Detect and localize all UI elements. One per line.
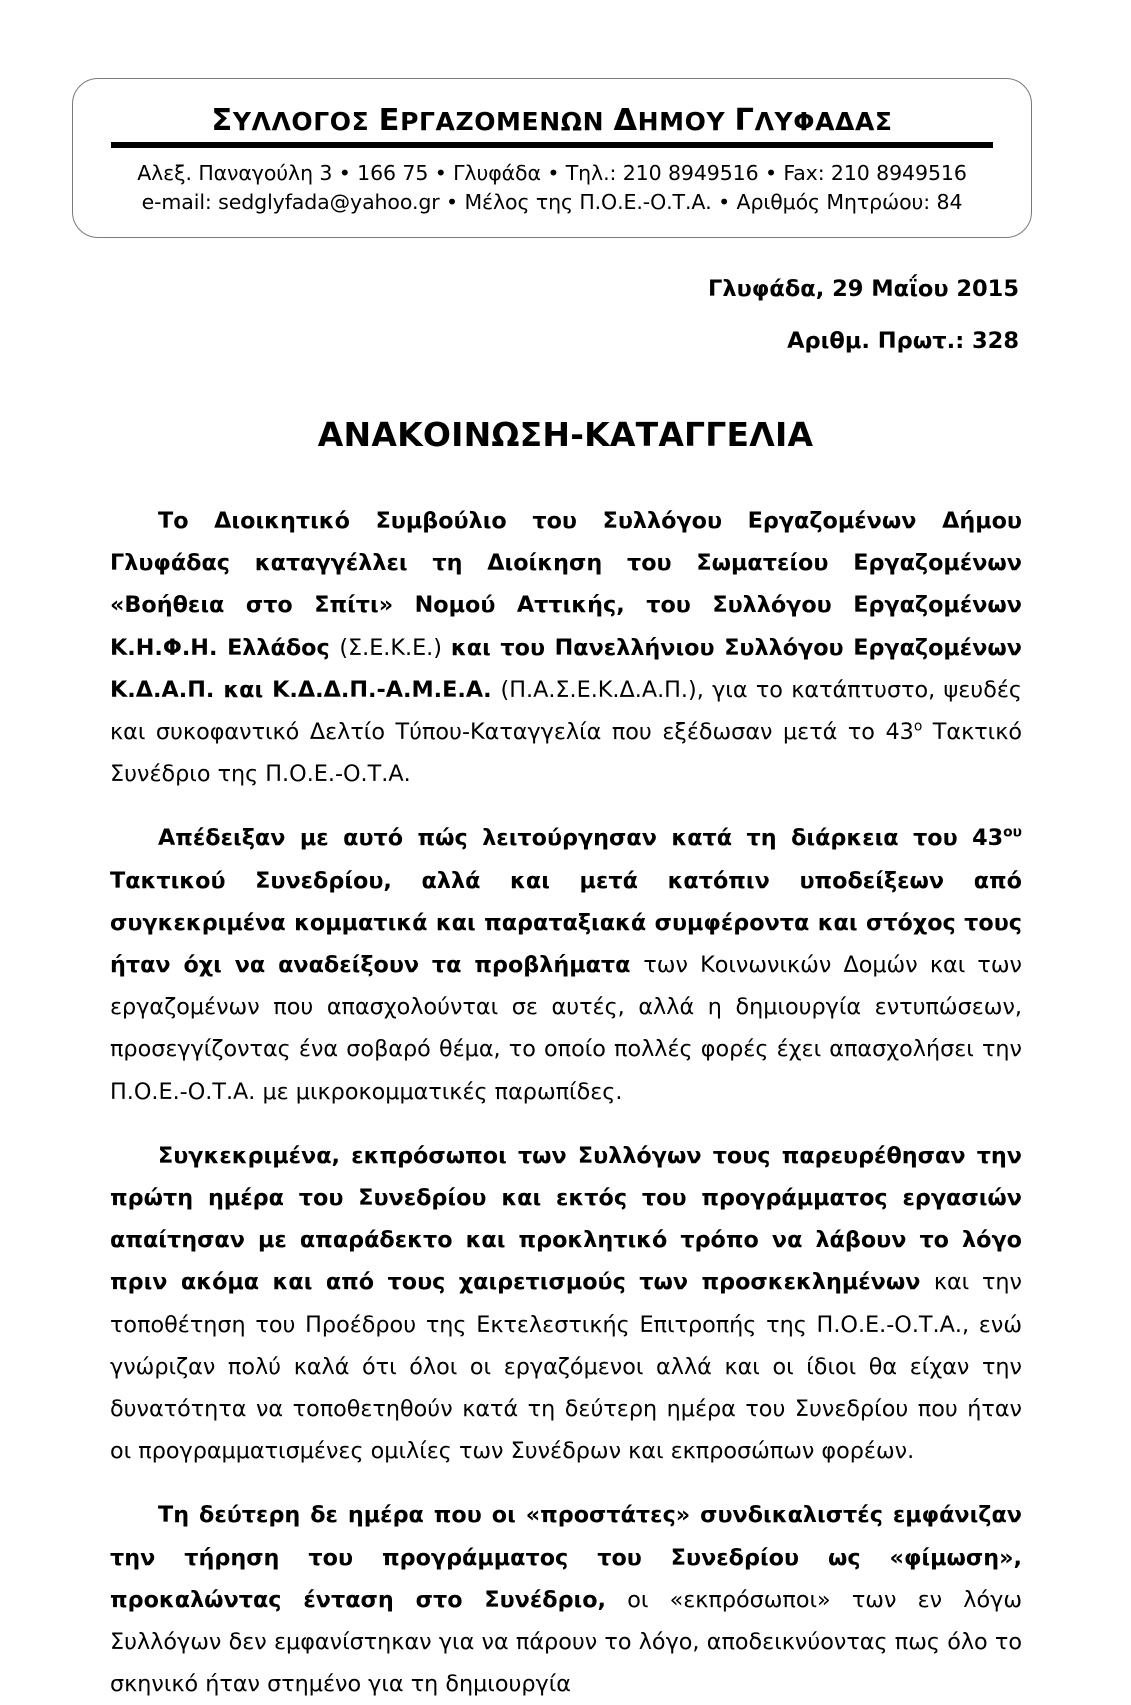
org-name-cap-4: Γ xyxy=(734,103,755,138)
p2-bold-1: Απέδειξαν με αυτό πώς λειτούργησαν κατά τη διάρκεια του 43 xyxy=(158,825,1004,852)
p1-ordinal-suffix: ο xyxy=(913,718,923,735)
document-meta xyxy=(708,278,1019,352)
org-name-space-1 xyxy=(369,107,378,136)
p3-bold-1: Συγκεκριμένα, εκπρόσωποι των Συλλόγων τους παρευρέθησαν την πρώτη ημέρα του Συνεδρίου και εκτός του προγράμματος εργασιών απαίτησαν με απαράδεκτο και προκλητικό τρόπο να λάβουν το λόγο πριν ακόμα και από τους χαιρετισμούς των προσκεκλημένων xyxy=(110,1142,1022,1296)
org-name-cap-1: Σ xyxy=(211,103,233,138)
p1-bold-2: και του Πανελλήνιου Συλλόγου Εργαζομένων Κ.Δ.Α.Π. και Κ.Δ.Δ.Π.-Α.Μ.Ε.Α. xyxy=(110,634,1022,703)
p1-plain-2: (Π.Α.Σ.Ε.Κ.Δ.Α.Π.), για το κατάπτυστο, ψευδές και συκοφαντικό Δελτίο Τύπου-Καταγγελία που εξέδωσαν μετά το 43 xyxy=(110,676,1022,746)
org-name-space-3 xyxy=(725,107,734,136)
org-name-cap-2: Ε xyxy=(378,103,401,138)
contact-line-address: Αλεξ. Παναγούλη 3 • 166 75 • Γλυφάδα • Τηλ.: 210 8949516 • Fax: 210 8949516 xyxy=(137,161,967,186)
org-name-rest-1: ΥΛΛΟΓΟΣ xyxy=(232,107,370,136)
letterhead-divider xyxy=(111,142,993,148)
p2-bold-2: Τακτικού Συνεδρίου, αλλά και μετά κατόπιν υποδείξεων από συγκεκριμένα κομματικά και παραταξιακά συμφέροντα και στόχος τους ήταν όχι να αναδείξουν τα προβλήματα xyxy=(110,867,1022,979)
p2-ordinal-suffix: ου xyxy=(1003,825,1022,841)
paragraph-3 xyxy=(110,1135,1022,1473)
org-name-cap-3: Δ xyxy=(613,103,638,138)
p3-plain-1: και την τοποθέτηση του Προέδρου της Εκτελεστικής Επιτροπής της Π.Ο.Ε.-Ο.Τ.Α., ενώ γνώριζαν πολύ καλά ότι όλοι οι εργαζόμενοι αλλά και οι ίδιοι θα είχαν την δυνατότητα να τοποθετηθούν κατά τη δεύτερη ημέρα του Συνεδρίου που ήταν οι προγραμματισμένες ομιλίες των Συνέδρων και εκπροσώπων φορέων. xyxy=(110,1269,1022,1465)
p1-plain-3: Τακτικό Συνέδριο της Π.Ο.Ε.-Ο.Τ.Α. xyxy=(110,719,1023,788)
p4-plain-1: οι «εκπρόσωποι» των εν λόγω Συλλόγων δεν εμφανίστηκαν για να πάρουν το λόγο, αποδεικνύοντας πως όλο το σκηνικό ήταν στημένο για τη δημιουργία xyxy=(110,1586,1022,1698)
p1-plain-1: (Σ.Ε.Κ.Ε.) xyxy=(339,634,451,661)
org-name-rest-4: ΛΥΦΑΔΑΣ xyxy=(754,107,893,136)
protocol-number: Αριθμ. Πρωτ.: 328 xyxy=(787,327,1019,354)
place-and-date: Γλυφάδα, 29 Μαΐου 2015 xyxy=(708,276,1019,302)
p2-plain-1: των Κοινωνικών Δομών και των εργαζομένων που απασχολούνται σε αυτές, αλλά η δημιουργία εντυπώσεων, προσεγγίζοντας ένα σοβαρό θέμα, το οποίο πολλές φορές έχει απασχολήσει την Π.Ο.Ε.-Ο.Τ.Α. με μικροκομματικές παρωπίδες. xyxy=(110,952,1022,1105)
p4-bold-1: Τη δεύτερη δε ημέρα που οι «προστάτες» συνδικαλιστές εμφάνιζαν την τήρηση του προγράμματος του Συνεδρίου ως «φίμωση», προκαλώντας ένταση στο Συνέδριο, xyxy=(110,1502,1022,1613)
contact-line-email: e-mail: sedglyfada@yahoo.gr • Μέλος της Π.Ο.Ε.-Ο.Τ.Α. • Αριθμός Μητρώου: 84 xyxy=(141,190,963,215)
org-name-rest-3: ΗΜΟΥ xyxy=(637,107,726,136)
org-name-rest-2: ΡΓΑΖΟΜΕΝΩΝ xyxy=(400,107,605,136)
paragraph-1 xyxy=(110,500,1022,795)
letterhead-box xyxy=(72,78,1032,238)
p2-ordinal-suffix-wrap xyxy=(1003,825,1022,851)
p1-bold-1: Το Διοικητικό Συμβούλιο του Συλλόγου Εργαζομένων Δήμου Γλυφάδας καταγγέλλει τη Διοίκηση του Σωματείου Εργαζομένων «Βοήθεια στο Σπίτι» Νομού Αττικής, του Συλλόγου Εργαζομένων Κ.Η.Φ.Η. Ελλάδος xyxy=(110,508,1022,661)
organization-name xyxy=(107,105,997,137)
paragraph-2 xyxy=(110,817,1022,1112)
page-title: ΑΝΑΚΟΙΝΩΣΗ-ΚΑΤΑΓΓΕΛΙΑ xyxy=(317,415,814,454)
document-body xyxy=(110,500,1022,1705)
